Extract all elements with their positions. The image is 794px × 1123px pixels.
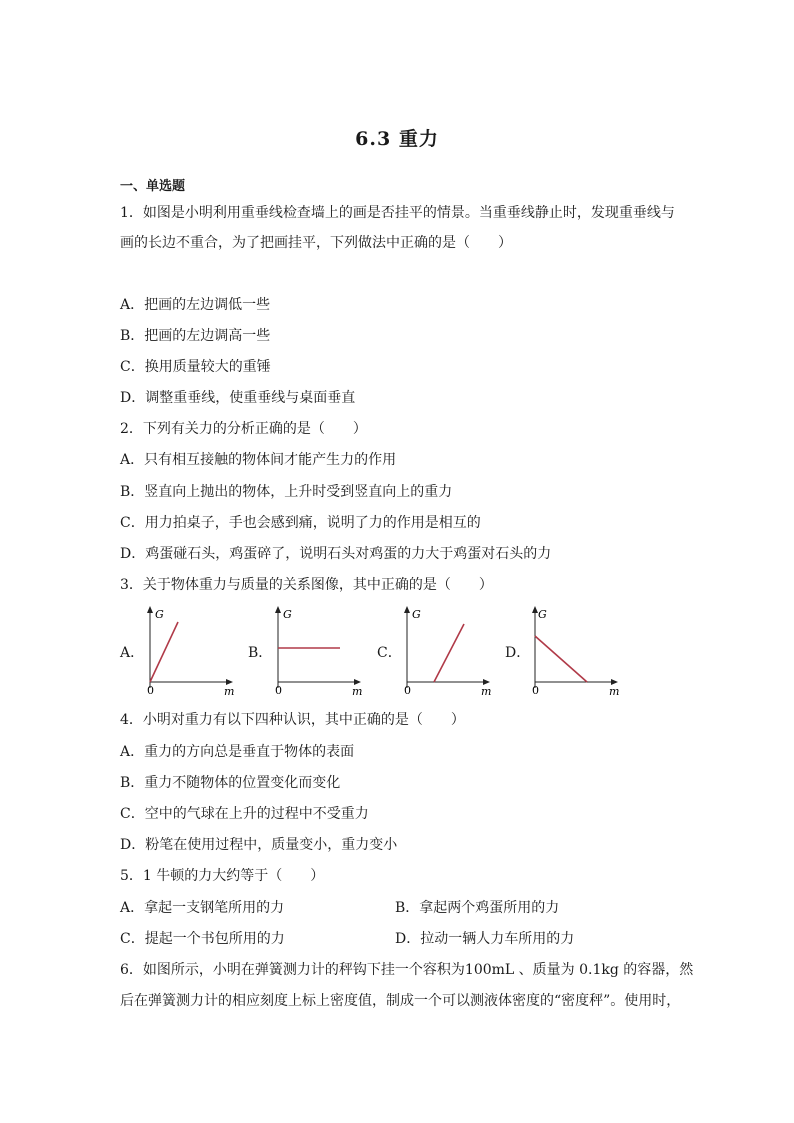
q5-option-d: D．拉动一辆人力车所用的力 <box>395 931 575 947</box>
q1-option-c: C．换用质量较大的重锤 <box>120 359 271 375</box>
q5-option-b: B．拿起两个鸡蛋所用的力 <box>395 900 560 916</box>
origin-label: 0 <box>147 684 154 696</box>
q4-option-a: A．重力的方向总是垂直于物体的表面 <box>120 744 355 760</box>
q3-graph-b-label: B． <box>248 645 273 661</box>
q5-stem: 5．1 牛顿的力大约等于（ ） <box>120 868 325 884</box>
graph-d-line <box>535 636 587 682</box>
y-axis-label: G <box>538 608 547 621</box>
section-heading: 一、单选题 <box>120 179 186 194</box>
q4-option-b: B．重力不随物体的位置变化而变化 <box>120 775 341 791</box>
origin-label: 0 <box>275 684 282 696</box>
y-axis-arrow <box>275 606 281 613</box>
q2-option-b: B．竖直向上抛出的物体，上升时受到竖直向上的重力 <box>120 484 453 500</box>
q3-graph-a <box>140 604 240 696</box>
q1-option-a: A．把画的左边调低一些 <box>120 297 271 313</box>
q4-stem: 4．小明对重力有以下四种认识，其中正确的是（ ） <box>120 712 465 728</box>
y-axis-arrow <box>404 606 410 613</box>
q3-graph-c <box>397 604 497 696</box>
q3-graph-b <box>268 604 368 696</box>
q4-option-c: C．空中的气球在上升的过程中不受重力 <box>120 806 369 822</box>
y-axis-arrow <box>147 606 153 613</box>
x-axis-label: m <box>352 685 363 696</box>
q5-option-a: A．拿起一支钢笔所用的力 <box>120 900 285 916</box>
q2-option-c: C．用力拍桌子，手也会感到痛，说明了力的作用是相互的 <box>120 515 481 531</box>
q6-line1: 6．如图所示，小明在弹簧测力计的秤钩下挂一个容积为100mL 、质量为 0.1kg 的容器，然 <box>120 962 694 978</box>
q5-option-c: C．提起一个书包所用的力 <box>120 931 285 947</box>
q1-stem-line2: 画的长边不重合，为了把画挂平，下列做法中正确的是（ ） <box>120 235 512 251</box>
q1-option-d: D．调整重垂线，使重垂线与桌面垂直 <box>120 390 356 406</box>
q2-option-a: A．只有相互接触的物体间才能产生力的作用 <box>120 452 397 468</box>
origin-label: 0 <box>532 684 539 696</box>
q1-option-b: B．把画的左边调高一些 <box>120 328 271 344</box>
origin-label: 0 <box>404 684 411 696</box>
y-axis-label: G <box>412 608 421 621</box>
x-axis-label: m <box>224 685 235 696</box>
y-axis-label: G <box>155 608 164 621</box>
page-title: 6.3 重力 <box>355 128 439 150</box>
x-axis-label: m <box>481 685 492 696</box>
q2-stem: 2．下列有关力的分析正确的是（ ） <box>120 421 367 437</box>
q6-line2: 后在弹簧测力计的相应刻度上标上密度值，制成一个可以测液体密度的“密度秤”。使用时， <box>120 993 681 1009</box>
q4-option-d: D．粉笔在使用过程中，质量变小，重力变小 <box>120 837 398 853</box>
q2-option-d: D．鸡蛋碰石头，鸡蛋碎了，说明石头对鸡蛋的力大于鸡蛋对石头的力 <box>120 546 552 562</box>
q3-graph-a-label: A． <box>120 645 145 661</box>
graph-c-line <box>434 624 464 682</box>
graph-a-line <box>150 622 178 682</box>
x-axis-label: m <box>609 685 620 696</box>
q3-stem: 3．关于物体重力与质量的关系图像，其中正确的是（ ） <box>120 577 493 593</box>
y-axis-label: G <box>283 608 292 621</box>
q3-graph-d-label: D． <box>505 645 531 661</box>
q1-stem-line1: 1．如图是小明利用重垂线检查墙上的画是否挂平的情景。当重垂线静止时，发现重垂线与 <box>120 205 675 221</box>
q3-graph-d <box>525 604 625 696</box>
q3-graph-c-label: C． <box>377 645 402 661</box>
